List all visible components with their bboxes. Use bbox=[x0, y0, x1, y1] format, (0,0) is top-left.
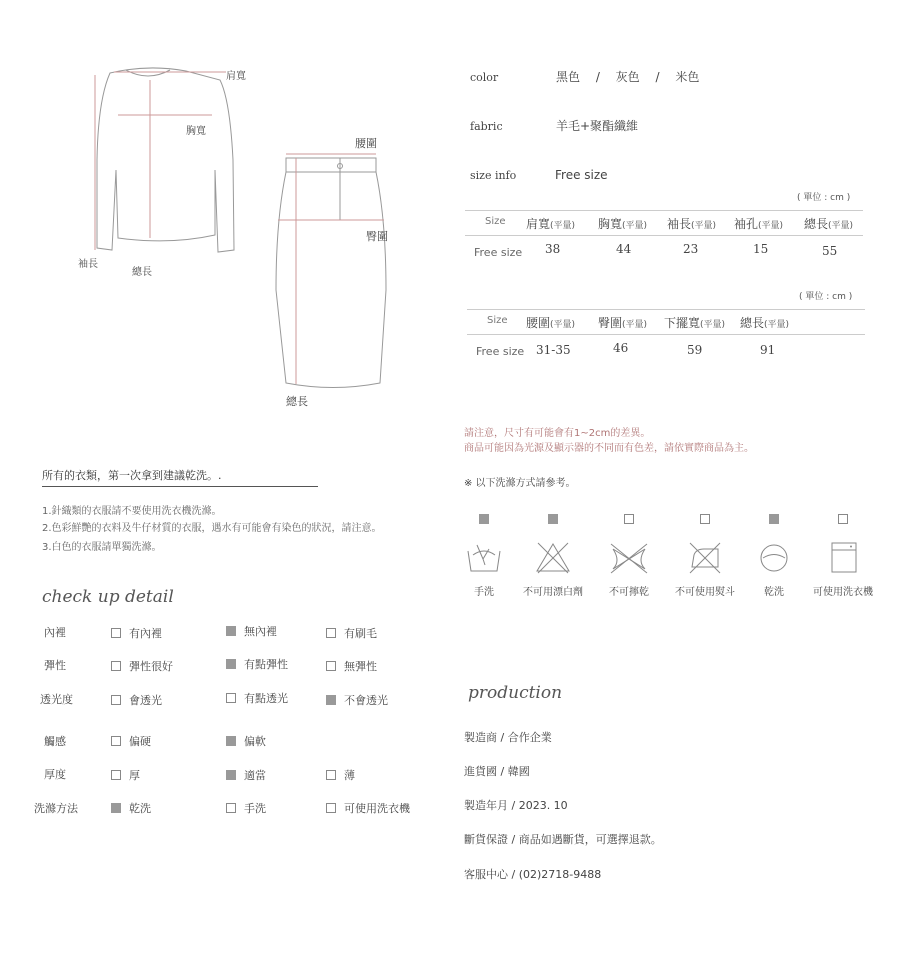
production-title: production bbox=[468, 683, 563, 703]
checkbox bbox=[226, 659, 236, 669]
check-option bbox=[111, 767, 140, 783]
check-option-label: 會透光 bbox=[129, 694, 162, 707]
wash-label-4: 不可使用熨斗 bbox=[675, 587, 735, 598]
production-line-1: 製造商 / 合作企業 bbox=[464, 731, 552, 744]
sweater-label-sleeve: 袖長 bbox=[78, 259, 98, 270]
wash-check-2 bbox=[548, 514, 558, 524]
fabric-value: 羊毛+聚酯纖維 bbox=[556, 119, 639, 133]
check-option-label: 適當 bbox=[244, 769, 266, 782]
check-row-label: 觸感 bbox=[44, 735, 66, 748]
check-option bbox=[111, 658, 173, 674]
checkbox bbox=[326, 628, 336, 638]
t2-header-4 bbox=[740, 314, 789, 331]
check-option bbox=[226, 767, 266, 783]
wash-icon-col-3 bbox=[604, 508, 654, 598]
check-row-lining bbox=[40, 624, 440, 640]
check-row-transparency bbox=[40, 691, 440, 707]
t2-row-label: Free size bbox=[476, 345, 525, 358]
color-label: color bbox=[470, 71, 499, 84]
wash-check-5 bbox=[769, 514, 779, 524]
size-info-value: Free size bbox=[555, 168, 608, 182]
sweater-label-shoulder: 肩寬 bbox=[226, 71, 246, 82]
t2-header-3-label: 下擺寬 bbox=[664, 316, 701, 330]
check-row-wash-method bbox=[34, 800, 444, 816]
check-option bbox=[326, 625, 377, 641]
t2-header-size: Size bbox=[487, 315, 508, 326]
check-option-label: 薄 bbox=[344, 769, 355, 782]
notice-line-1: 請注意，尺寸有可能會有1~2cm的差異。 bbox=[464, 428, 651, 439]
wash-check-1 bbox=[479, 514, 489, 524]
t1-header-3-label: 袖長 bbox=[667, 217, 692, 231]
wash-label-3: 不可擰乾 bbox=[609, 587, 649, 598]
check-option-label: 無彈性 bbox=[344, 660, 377, 673]
checkbox bbox=[326, 803, 336, 813]
check-option-label: 無內裡 bbox=[244, 625, 277, 638]
t1-header-1-label: 肩寬 bbox=[526, 217, 551, 231]
t1-value-sleeve: 23 bbox=[683, 242, 699, 256]
care-heading: 所有的衣類，第一次拿到建議乾洗。. bbox=[42, 467, 318, 487]
hand-wash-icon bbox=[465, 541, 503, 575]
production-line-5: 客服中心 / (02)2718-9488 bbox=[464, 868, 602, 881]
t2-header-1 bbox=[526, 314, 575, 331]
sweater-label-length: 總長 bbox=[132, 267, 152, 278]
wash-check-3 bbox=[624, 514, 634, 524]
t1-header-1 bbox=[526, 215, 575, 232]
checkbox bbox=[326, 770, 336, 780]
check-row-label: 厚度 bbox=[44, 768, 66, 781]
t2-header-1-label: 腰圍 bbox=[526, 316, 551, 330]
t2-value-hem: 59 bbox=[687, 343, 703, 357]
wash-check-6 bbox=[838, 514, 848, 524]
care-line-1: 1.針織類的衣服請不要使用洗衣機洗滌。 bbox=[42, 506, 222, 517]
no-iron-icon bbox=[686, 541, 724, 575]
check-option-label: 有刷毛 bbox=[344, 627, 377, 640]
t1-header-4-flat: (平量) bbox=[758, 221, 784, 231]
dry-clean-icon bbox=[755, 541, 793, 575]
production-line-4: 斷貨保證 / 商品如遇斷貨，可選擇退款。 bbox=[464, 833, 662, 846]
check-up-title: check up detail bbox=[42, 587, 174, 607]
t1-header-3 bbox=[667, 215, 716, 232]
t2-value-length: 91 bbox=[760, 343, 776, 357]
care-line-3: 3.白色的衣服請單獨洗滌。 bbox=[42, 542, 162, 553]
wash-icon-col-2 bbox=[518, 508, 588, 598]
t1-header-2-flat: (平量) bbox=[622, 221, 648, 231]
check-option-label: 厚 bbox=[129, 769, 140, 782]
wash-icon-col-4 bbox=[670, 508, 740, 598]
wash-label-1: 手洗 bbox=[474, 587, 494, 598]
checkbox bbox=[226, 693, 236, 703]
check-option-label: 有內裡 bbox=[129, 627, 162, 640]
t2-header-1-flat: (平量) bbox=[550, 320, 576, 330]
t1-header-size: Size bbox=[485, 216, 506, 227]
t1-header-4-label: 袖孔 bbox=[734, 217, 759, 231]
t2-header-3-flat: (平量) bbox=[700, 320, 726, 330]
unit-note-1: ( 單位 : cm ) bbox=[797, 193, 851, 203]
check-option-label: 可使用洗衣機 bbox=[344, 802, 410, 815]
size-info-label: size info bbox=[470, 169, 517, 182]
washing-machine-icon bbox=[824, 541, 862, 575]
t1-header-4 bbox=[734, 215, 783, 232]
check-option bbox=[226, 656, 288, 672]
checkbox bbox=[111, 628, 121, 638]
check-option bbox=[326, 658, 377, 674]
t1-header-3-flat: (平量) bbox=[691, 221, 717, 231]
no-wring-icon bbox=[609, 541, 649, 575]
check-row-thickness bbox=[40, 766, 440, 782]
checkbox bbox=[111, 695, 121, 705]
check-row-label: 透光度 bbox=[40, 693, 73, 706]
skirt-label-length: 總長 bbox=[286, 395, 308, 408]
check-option bbox=[226, 690, 288, 706]
wash-icon-col-5 bbox=[754, 508, 794, 598]
skirt-label-hip: 臀圍 bbox=[366, 230, 388, 243]
t2-header-2-label: 臀圍 bbox=[598, 316, 623, 330]
wash-icon-col-1 bbox=[464, 508, 504, 598]
check-option bbox=[226, 733, 266, 749]
sweater-illustration bbox=[70, 60, 260, 280]
no-bleach-icon bbox=[534, 541, 572, 575]
check-option-label: 不會透光 bbox=[344, 694, 388, 707]
production-line-3: 製造年月 / 2023. 10 bbox=[464, 799, 568, 812]
checkbox bbox=[226, 770, 236, 780]
t1-value-length: 55 bbox=[822, 244, 838, 258]
t1-header-5-flat: (平量) bbox=[828, 221, 854, 231]
sweater-label-chest: 胸寬 bbox=[186, 126, 206, 137]
production-line-2: 進貨國 / 韓國 bbox=[464, 765, 530, 778]
check-option bbox=[111, 733, 151, 749]
check-row-elasticity bbox=[40, 657, 440, 673]
t2-header-2-flat: (平量) bbox=[622, 320, 648, 330]
check-option bbox=[326, 767, 355, 783]
t1-header-1-flat: (平量) bbox=[550, 221, 576, 231]
t2-header-4-label: 總長 bbox=[740, 316, 765, 330]
check-option-label: 手洗 bbox=[244, 802, 266, 815]
wash-label-2: 不可用漂白劑 bbox=[523, 587, 583, 598]
skirt-illustration bbox=[268, 150, 398, 395]
check-option-label: 有點彈性 bbox=[244, 658, 288, 671]
wash-label-6: 可使用洗衣機 bbox=[813, 587, 873, 598]
check-option bbox=[111, 625, 162, 641]
check-option bbox=[111, 692, 162, 708]
check-row-label: 彈性 bbox=[44, 659, 66, 672]
wash-label-5: 乾洗 bbox=[764, 587, 784, 598]
check-option bbox=[111, 800, 151, 816]
checkbox bbox=[226, 736, 236, 746]
checkbox bbox=[111, 803, 121, 813]
wash-check-4 bbox=[700, 514, 710, 524]
t1-value-armhole: 15 bbox=[753, 242, 769, 256]
check-row-label: 洗滌方法 bbox=[34, 802, 78, 815]
t1-header-2-label: 胸寬 bbox=[598, 217, 623, 231]
check-option bbox=[326, 692, 388, 708]
t2-value-waist: 31-35 bbox=[536, 343, 571, 357]
check-option-label: 偏硬 bbox=[129, 735, 151, 748]
t2-header-2 bbox=[598, 314, 647, 331]
checkbox bbox=[226, 626, 236, 636]
check-option-label: 有點透光 bbox=[244, 692, 288, 705]
check-option-label: 彈性很好 bbox=[129, 660, 173, 673]
check-option bbox=[326, 800, 410, 816]
t1-value-shoulder: 38 bbox=[545, 242, 561, 256]
check-row-label: 內裡 bbox=[44, 626, 66, 639]
t2-header-3 bbox=[664, 314, 725, 331]
check-option bbox=[226, 623, 277, 639]
t1-value-chest: 44 bbox=[616, 242, 632, 256]
checkbox bbox=[111, 661, 121, 671]
checkbox bbox=[326, 695, 336, 705]
t2-header-4-flat: (平量) bbox=[764, 320, 790, 330]
t2-value-hip: 46 bbox=[613, 341, 629, 355]
t1-header-5-label: 總長 bbox=[804, 217, 829, 231]
checkbox bbox=[326, 661, 336, 671]
skirt-label-waist: 腰圍 bbox=[355, 137, 377, 150]
notice-line-2: 商品可能因為光源及顯示器的不同而有色差，請依實際商品為主。 bbox=[464, 443, 754, 454]
color-value: 黑色 / 灰色 / 米色 bbox=[556, 70, 700, 84]
check-option-label: 乾洗 bbox=[129, 802, 151, 815]
t1-header-5 bbox=[804, 215, 853, 232]
care-line-2: 2.色彩鮮艷的衣料及牛仔材質的衣服，遇水有可能會有染色的狀況，請注意。 bbox=[42, 523, 382, 534]
unit-note-2: ( 單位 : cm ) bbox=[799, 292, 853, 302]
t1-header-2 bbox=[598, 215, 647, 232]
wash-icon-col-6 bbox=[808, 508, 878, 598]
checkbox bbox=[111, 736, 121, 746]
checkbox bbox=[111, 770, 121, 780]
t1-row-label: Free size bbox=[474, 246, 523, 259]
wash-note: ※ 以下洗滌方式請參考。 bbox=[464, 478, 576, 489]
check-option bbox=[226, 800, 266, 816]
check-row-touch bbox=[40, 733, 440, 749]
checkbox bbox=[226, 803, 236, 813]
check-option-label: 偏軟 bbox=[244, 735, 266, 748]
fabric-label: fabric bbox=[470, 120, 503, 133]
